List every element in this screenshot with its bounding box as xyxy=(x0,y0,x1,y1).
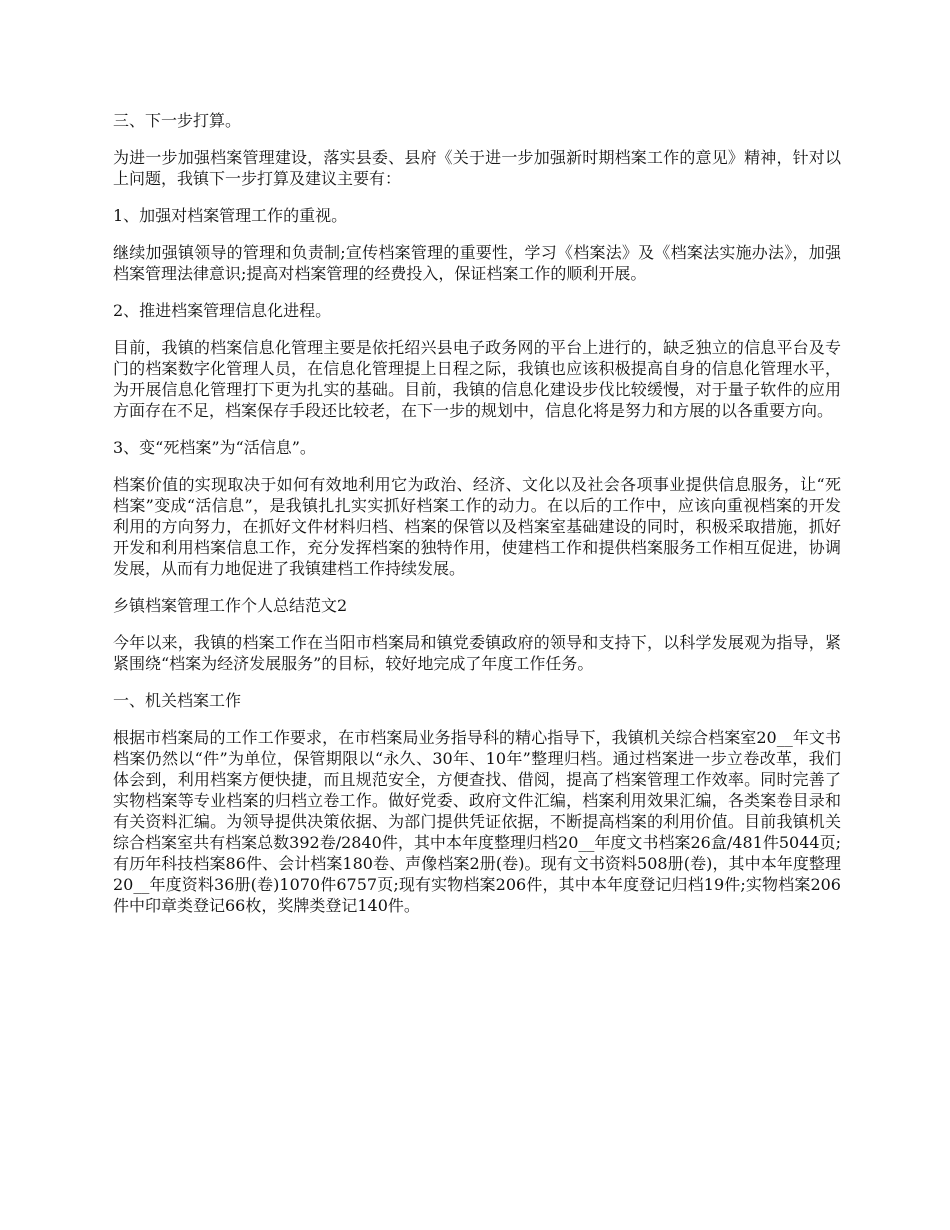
paragraph-item-3: 档案价值的实现取决于如何有效地利用它为政治、经济、文化以及社会各项事业提供信息服务，让“死档案”变成“活信息”，是我镇扎扎实实抓好档案工作的动力。在以后的工作中，应该向重视档案的开发利用的方向努力，在抓好文件材料归档、档案的保管以及档案室基础建设的同时，积极采取措施，抓好开发和利用档案信息工作，充分发挥档案的独特作用，使建档工作和提供档案服务工作相互促进，协调发展，从而有力地促进了我镇建档工作持续发展。 xyxy=(113,475,841,578)
paragraph-office-archives: 根据市档案局的工作工作要求，在市档案局业务指导科的精心指导下，我镇机关综合档案室20__年文书档案仍然以“件”为单位，保管期限以“永久、30年、10年”整理归档。通过档案进一步立卷改革，我们体会到，利用档案方便快捷，而且规范安全，方便查找、借阅，提高了档案管理工作效率。同时完善了实物档案等专业档案的归档立卷工作。做好党委、政府文件汇编，档案利用效果汇编，各类案卷目录和有关资料汇编。为领导提供决策依据、为部门提供凭证依据，不断提高档案的利用价值。目前我镇机关综合档案室共有档案总数392卷/2840件，其中本年度整理归档20__年度文书档案26盒/481件5044页;有历年科技档案86件、会计档案180卷、声像档案2册(卷)。现有文书资料508册(卷)，其中本年度整理20__年度资料36册(卷)1070件6757页;现有实物档案206件，其中本年度登记归档19件;实物档案206件中印章类登记66枚，奖牌类登记140件。 xyxy=(113,728,841,915)
section-heading-office-archives: 一、机关档案工作 xyxy=(113,691,242,710)
document-body xyxy=(113,110,841,932)
item-heading-2: 2、推进档案管理信息化进程。 xyxy=(113,301,332,320)
paragraph-item-1: 继续加强镇领导的管理和负责制;宣传档案管理的重要性，学习《档案法》及《档案法实施办法》，加强档案管理法律意识;提高对档案管理的经费投入，保证档案工作的顺利开展。 xyxy=(113,243,841,283)
paragraph-item-2: 目前，我镇的档案信息化管理主要是依托绍兴县电子政务网的平台上进行的，缺乏独立的信息平台及专门的档案数字化管理人员，在信息化管理提上日程之际，我镇也应该积极提高自身的信息化管理水平，为开展信息化管理打下更为扎实的基础。目前，我镇的信息化建设步伐比较缓慢，对于量子软件的应用方面存在不足，档案保存手段还比较老，在下一步的规划中，信息化将是努力和方展的以各重要方向。 xyxy=(113,338,841,420)
article-title-2: 乡镇档案管理工作个人总结范文2 xyxy=(113,596,348,615)
paragraph-intro: 为进一步加强档案管理建设，落实县委、县府《关于进一步加强新时期档案工作的意见》精神，针对以上问题，我镇下一步打算及建议主要有： xyxy=(113,148,841,188)
item-heading-3: 3、变“死档案”为“活信息”。 xyxy=(113,438,316,457)
section-heading-next-plan: 三、下一步打算。 xyxy=(113,111,242,130)
item-heading-1: 1、加强对档案管理工作的重视。 xyxy=(113,206,348,225)
paragraph-article-2-intro: 今年以来，我镇的档案工作在当阳市档案局和镇党委镇政府的领导和支持下，以科学发展观为指导，紧紧围绕“档案为经济发展服务”的目标，较好地完成了年度工作任务。 xyxy=(113,633,841,673)
